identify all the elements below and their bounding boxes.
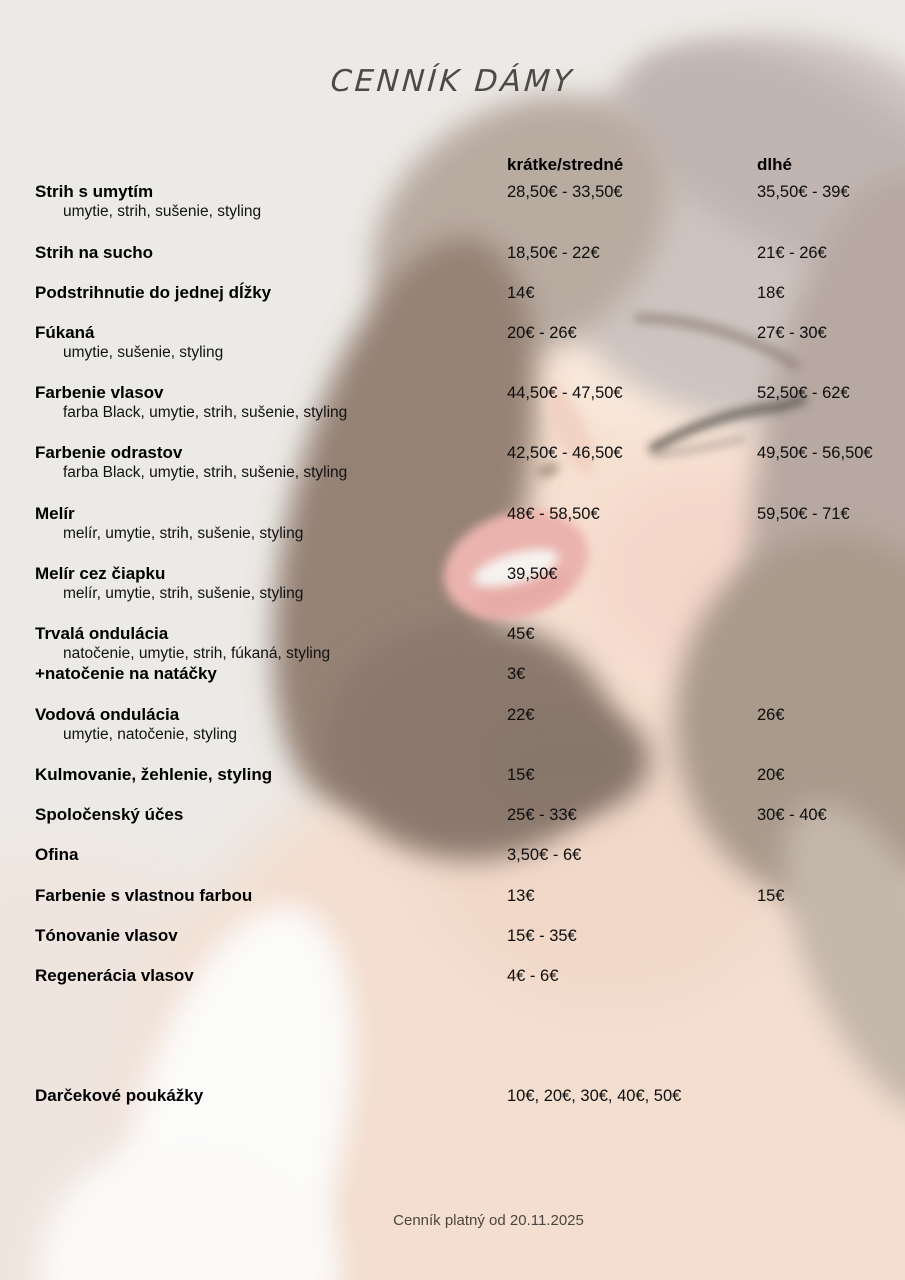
service-name: Darčekové poukážky	[35, 1086, 204, 1105]
service-name: Spoločenský účes	[35, 805, 184, 824]
service-name: Strih na sucho	[35, 243, 154, 262]
price-short-medium: 20€ - 26€	[507, 324, 577, 342]
service-name: +natočenie na natáčky	[35, 664, 217, 683]
price-short-medium: 15€ - 35€	[507, 927, 577, 945]
price-short-medium: 14€	[507, 284, 535, 302]
price-short-medium: 3€	[507, 665, 526, 683]
price-short-medium: 10€, 20€, 30€, 40€, 50€	[507, 1087, 682, 1105]
service-name: Ofina	[35, 845, 79, 864]
price-short-medium: 4€ - 6€	[507, 967, 559, 985]
price-long: 15€	[757, 887, 785, 905]
price-short-medium: 44,50€ - 47,50€	[507, 384, 623, 402]
price-long: 30€ - 40€	[757, 806, 827, 824]
price-short-medium: 48€ - 58,50€	[507, 505, 600, 523]
service-name: Farbenie s vlastnou farbou	[35, 886, 253, 905]
price-long: 18€	[757, 284, 785, 302]
service-name: Fúkaná	[35, 323, 95, 342]
price-long: 59,50€ - 71€	[757, 505, 850, 523]
column-header-short-medium: krátke/stredné	[507, 155, 624, 174]
service-name: Melír	[35, 504, 75, 523]
page-title: CENNÍK DÁMY	[329, 64, 576, 99]
service-name: Tónovanie vlasov	[35, 926, 178, 945]
service-details: umytie, sušenie, styling	[63, 344, 224, 361]
price-long: 26€	[757, 706, 785, 724]
service-name: Regenerácia vlasov	[35, 966, 194, 985]
service-details: farba Black, umytie, strih, sušenie, styling	[63, 404, 348, 421]
validity-note: Cenník platný od 20.11.2025	[393, 1212, 584, 1229]
price-long: 52,50€ - 62€	[757, 384, 850, 402]
price-short-medium: 42,50€ - 46,50€	[507, 444, 623, 462]
service-name: Melír cez čiapku	[35, 564, 166, 583]
service-details: melír, umytie, strih, sušenie, styling	[63, 525, 304, 542]
service-name: Farbenie vlasov	[35, 383, 164, 402]
service-details: melír, umytie, strih, sušenie, styling	[63, 585, 304, 602]
service-details: farba Black, umytie, strih, sušenie, styling	[63, 464, 348, 481]
price-short-medium: 18,50€ - 22€	[507, 244, 600, 262]
price-short-medium: 25€ - 33€	[507, 806, 577, 824]
price-short-medium: 13€	[507, 887, 535, 905]
service-details: umytie, natočenie, styling	[63, 726, 238, 743]
price-long: 49,50€ - 56,50€	[757, 444, 873, 462]
price-long: 21€ - 26€	[757, 244, 827, 262]
price-long: 20€	[757, 766, 785, 784]
price-short-medium: 15€	[507, 766, 535, 784]
price-short-medium: 22€	[507, 706, 535, 724]
service-details: natočenie, umytie, strih, fúkaná, styling	[63, 645, 331, 662]
price-short-medium: 28,50€ - 33,50€	[507, 183, 623, 201]
service-name: Kulmovanie, žehlenie, styling	[35, 765, 273, 784]
price-short-medium: 3,50€ - 6€	[507, 846, 582, 864]
price-long: 35,50€ - 39€	[757, 183, 850, 201]
price-long: 27€ - 30€	[757, 324, 827, 342]
price-short-medium: 45€	[507, 625, 535, 643]
service-name: Trvalá ondulácia	[35, 624, 169, 643]
service-name: Strih s umytím	[35, 182, 154, 201]
column-header-long: dlhé	[757, 155, 792, 174]
service-details: umytie, strih, sušenie, styling	[63, 203, 262, 220]
service-name: Farbenie odrastov	[35, 443, 183, 462]
price-short-medium: 39,50€	[507, 565, 558, 583]
service-name: Podstrihnutie do jednej dĺžky	[35, 283, 272, 302]
service-name: Vodová ondulácia	[35, 705, 180, 724]
